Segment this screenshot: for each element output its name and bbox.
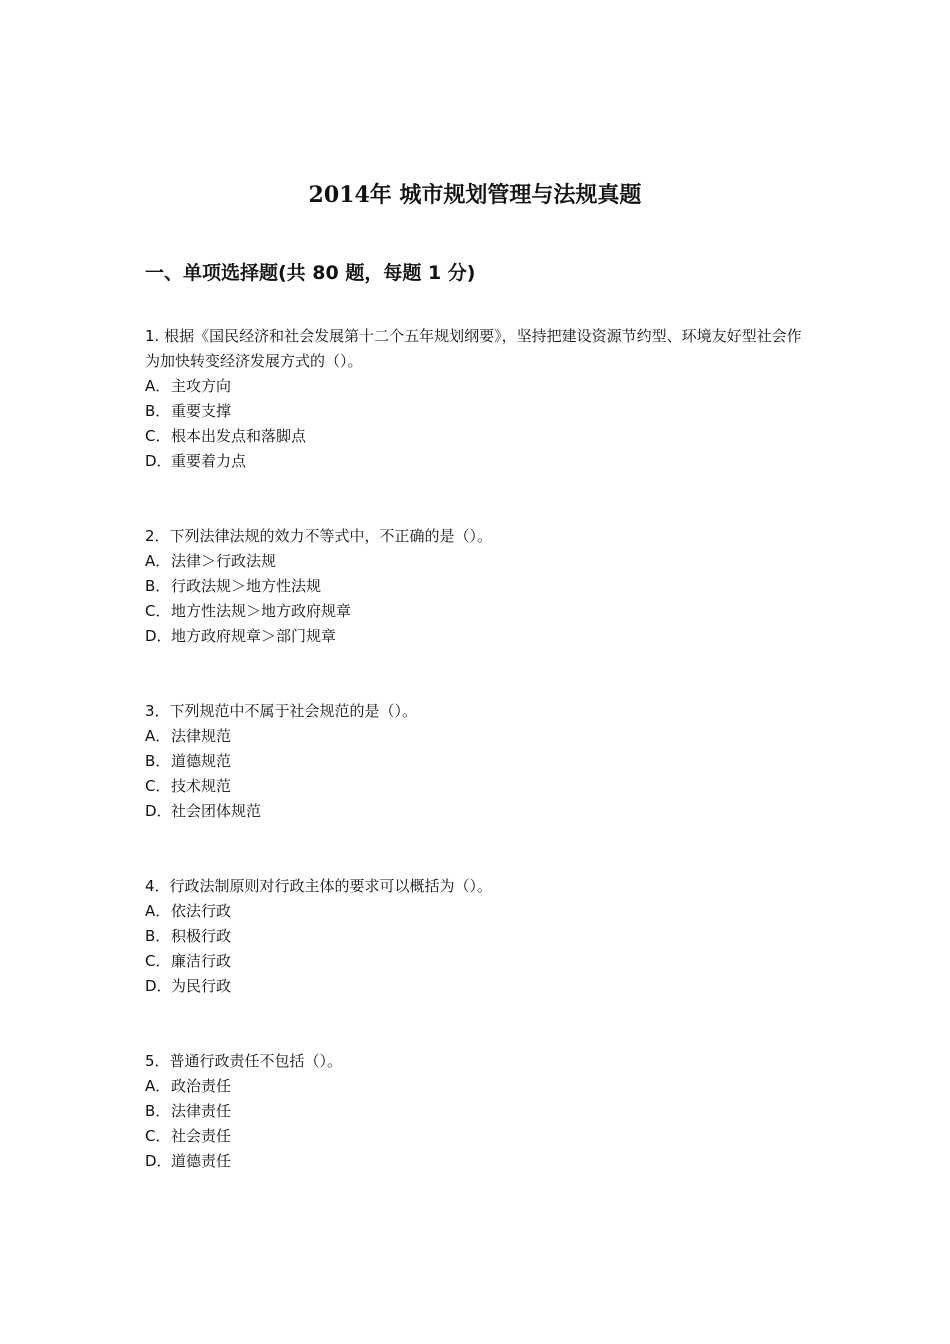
- option-letter: C．: [145, 602, 171, 620]
- option-text: 行政法规＞地方性法规: [171, 577, 322, 595]
- option-d: [145, 1149, 815, 1174]
- option-b: [145, 574, 815, 599]
- option-b: [145, 1099, 815, 1124]
- option-letter: A．: [145, 902, 171, 920]
- option-a: [145, 724, 815, 749]
- option-text: 积极行政: [171, 927, 232, 945]
- option-text: 技术规范: [171, 777, 232, 795]
- option-letter: A．: [145, 727, 171, 745]
- option-a: [145, 899, 815, 924]
- option-c: [145, 949, 815, 974]
- option-text: 法律规范: [171, 727, 232, 745]
- option-c: [145, 424, 815, 449]
- section-heading: 一、单项选择题(共 80 题，每题 1 分): [145, 262, 476, 284]
- option-a: [145, 1074, 815, 1099]
- option-letter: B．: [145, 927, 171, 945]
- option-d: [145, 449, 815, 474]
- option-text: 廉洁行政: [171, 952, 232, 970]
- option-b: [145, 749, 815, 774]
- option-letter: A．: [145, 377, 171, 395]
- option-d: [145, 799, 815, 824]
- option-text: 根本出发点和落脚点: [171, 427, 307, 445]
- option-letter: A．: [145, 552, 171, 570]
- option-text: 为民行政: [171, 977, 232, 995]
- option-letter: C．: [145, 1127, 171, 1145]
- question-list: [145, 324, 815, 1224]
- question-stem: 2．下列法律法规的效力不等式中，不正确的是（）。: [145, 527, 493, 545]
- option-d: [145, 974, 815, 999]
- question-1: [145, 324, 815, 474]
- question-stem: 5．普通行政责任不包括（）。: [145, 1052, 343, 1070]
- question-stem: 3．下列规范中不属于社会规范的是（）。: [145, 702, 418, 720]
- option-text: 主攻方向: [171, 377, 232, 395]
- option-text: 依法行政: [171, 902, 232, 920]
- option-a: [145, 549, 815, 574]
- option-text: 道德规范: [171, 752, 232, 770]
- option-text: 政治责任: [171, 1077, 232, 1095]
- question-3: [145, 699, 815, 824]
- question-4: [145, 874, 815, 999]
- question-2: [145, 524, 815, 649]
- option-c: [145, 599, 815, 624]
- option-b: [145, 924, 815, 949]
- option-text: 社会责任: [171, 1127, 232, 1145]
- option-text: 道德责任: [171, 1152, 232, 1170]
- option-text: 重要着力点: [171, 452, 247, 470]
- option-letter: A．: [145, 1077, 171, 1095]
- option-letter: D．: [145, 627, 172, 645]
- option-text: 法律＞行政法规: [171, 552, 277, 570]
- option-text: 地方政府规章＞部门规章: [171, 627, 337, 645]
- option-letter: D．: [145, 452, 172, 470]
- option-c: [145, 1124, 815, 1149]
- option-letter: B．: [145, 402, 171, 420]
- question-stem: 1. 根据《国民经济和社会发展第十二个五年规划纲要》，坚持把建设资源节约型、环境友好型社会作为加快转变经济发展方式的（）。: [145, 327, 802, 370]
- option-c: [145, 774, 815, 799]
- option-text: 法律责任: [171, 1102, 232, 1120]
- option-d: [145, 624, 815, 649]
- option-text: 重要支撑: [171, 402, 232, 420]
- option-letter: D．: [145, 802, 172, 820]
- question-stem: 4．行政法制原则对行政主体的要求可以概括为（）。: [145, 877, 493, 895]
- option-text: 社会团体规范: [171, 802, 262, 820]
- option-letter: B．: [145, 752, 171, 770]
- document-title: 2014年 城市规划管理与法规真题: [308, 182, 642, 208]
- option-letter: D．: [145, 977, 172, 995]
- option-letter: B．: [145, 1102, 171, 1120]
- option-text: 地方性法规＞地方政府规章: [171, 602, 352, 620]
- question-5: [145, 1049, 815, 1174]
- option-letter: B．: [145, 577, 171, 595]
- option-letter: D．: [145, 1152, 172, 1170]
- option-a: [145, 374, 815, 399]
- option-letter: C．: [145, 777, 171, 795]
- option-b: [145, 399, 815, 424]
- option-letter: C．: [145, 427, 171, 445]
- option-letter: C．: [145, 952, 171, 970]
